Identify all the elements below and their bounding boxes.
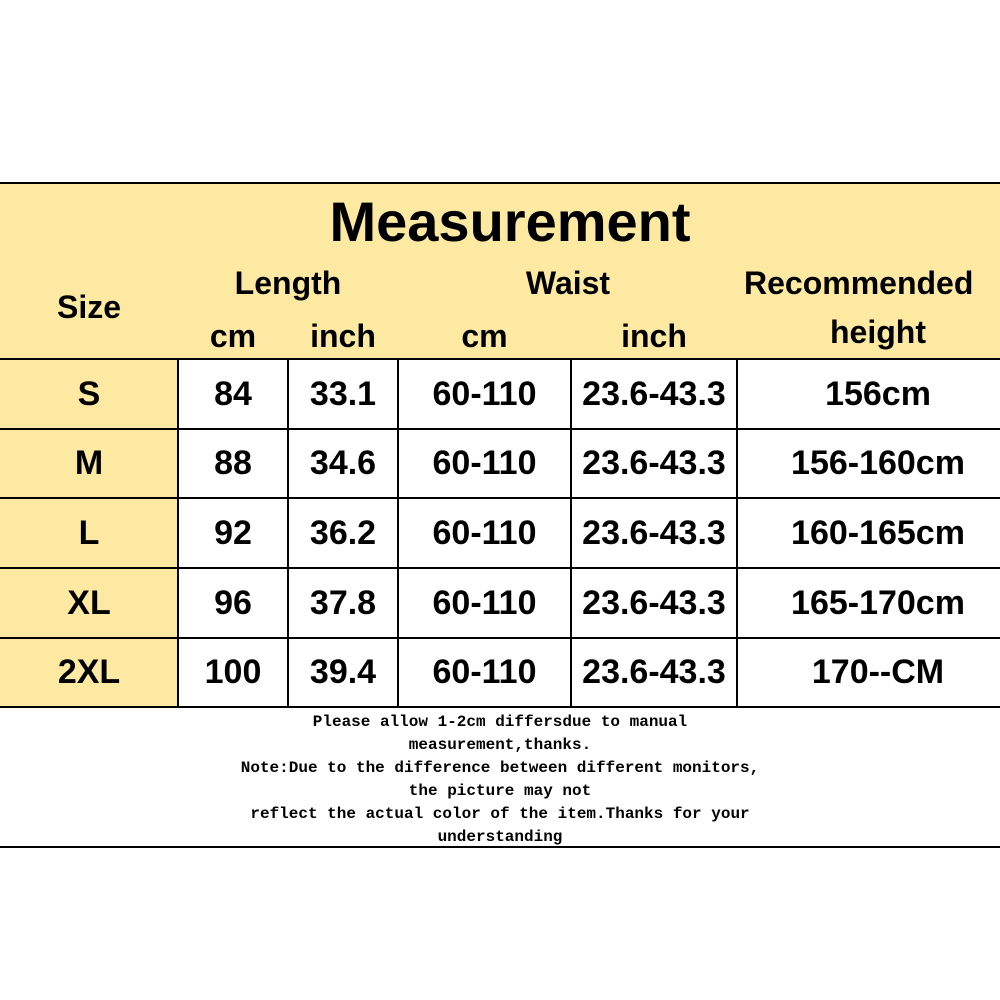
note-line: understanding xyxy=(437,828,563,846)
unit-length-inch: inch xyxy=(310,317,376,354)
length-inch-cell: 34.6 xyxy=(309,444,377,482)
waist-cm-cell: 60-110 xyxy=(432,444,537,482)
size-cell: L xyxy=(78,513,100,552)
length-cm-cell: 96 xyxy=(214,583,252,622)
waist-cm-cell: 60-110 xyxy=(432,653,537,691)
table-top-border xyxy=(0,182,1000,184)
length-inch-cell: 37.8 xyxy=(309,583,377,622)
waist-inch-cell: 23.6-43.3 xyxy=(582,374,726,413)
length-cm-cell: 88 xyxy=(214,444,252,482)
note-line: the picture may not xyxy=(408,782,592,800)
height-cell: 170--CM xyxy=(811,653,945,691)
height-header: height xyxy=(830,313,926,350)
waist-cm-cell: 60-110 xyxy=(432,513,537,552)
unit-waist-inch: inch xyxy=(621,317,687,354)
height-cell: 156-160cm xyxy=(791,444,965,482)
note-line: measurement,thanks. xyxy=(408,736,592,754)
recommended-header: Recommended xyxy=(744,264,974,301)
length-inch-cell: 33.1 xyxy=(309,374,377,413)
height-cell: 160-165cm xyxy=(791,513,965,552)
unit-length-cm: cm xyxy=(209,317,257,354)
table-title: Measurement xyxy=(329,189,691,253)
length-cm-cell: 84 xyxy=(214,374,252,413)
disclaimer-note xyxy=(0,711,1000,849)
length-cm-cell: 92 xyxy=(214,513,252,552)
waist-cm-cell: 60-110 xyxy=(432,374,537,413)
waist-header: Waist xyxy=(525,264,611,301)
size-cell: 2XL xyxy=(57,653,121,691)
note-line: Please allow 1-2cm differsdue to manual xyxy=(312,713,688,731)
waist-cm-cell: 60-110 xyxy=(432,583,537,622)
size-cell: S xyxy=(77,374,101,413)
size-header: Size xyxy=(56,288,122,325)
size-cell: XL xyxy=(67,583,111,622)
waist-inch-cell: 23.6-43.3 xyxy=(582,444,726,482)
note-line: Note:Due to the difference between different monitors, xyxy=(240,759,760,777)
note-line: reflect the actual color of the item.Thanks for your xyxy=(250,805,750,823)
table-bottom-border xyxy=(0,706,1000,708)
length-header: Length xyxy=(234,264,342,301)
length-inch-cell: 39.4 xyxy=(309,653,377,691)
height-cell: 156cm xyxy=(825,374,931,413)
waist-inch-cell: 23.6-43.3 xyxy=(582,583,726,622)
length-inch-cell: 36.2 xyxy=(309,513,377,552)
height-cell: 165-170cm xyxy=(791,583,965,622)
waist-inch-cell: 23.6-43.3 xyxy=(582,653,726,691)
unit-waist-cm: cm xyxy=(461,317,508,354)
length-cm-cell: 100 xyxy=(204,653,262,691)
waist-inch-cell: 23.6-43.3 xyxy=(582,513,726,552)
size-cell: M xyxy=(74,444,104,482)
